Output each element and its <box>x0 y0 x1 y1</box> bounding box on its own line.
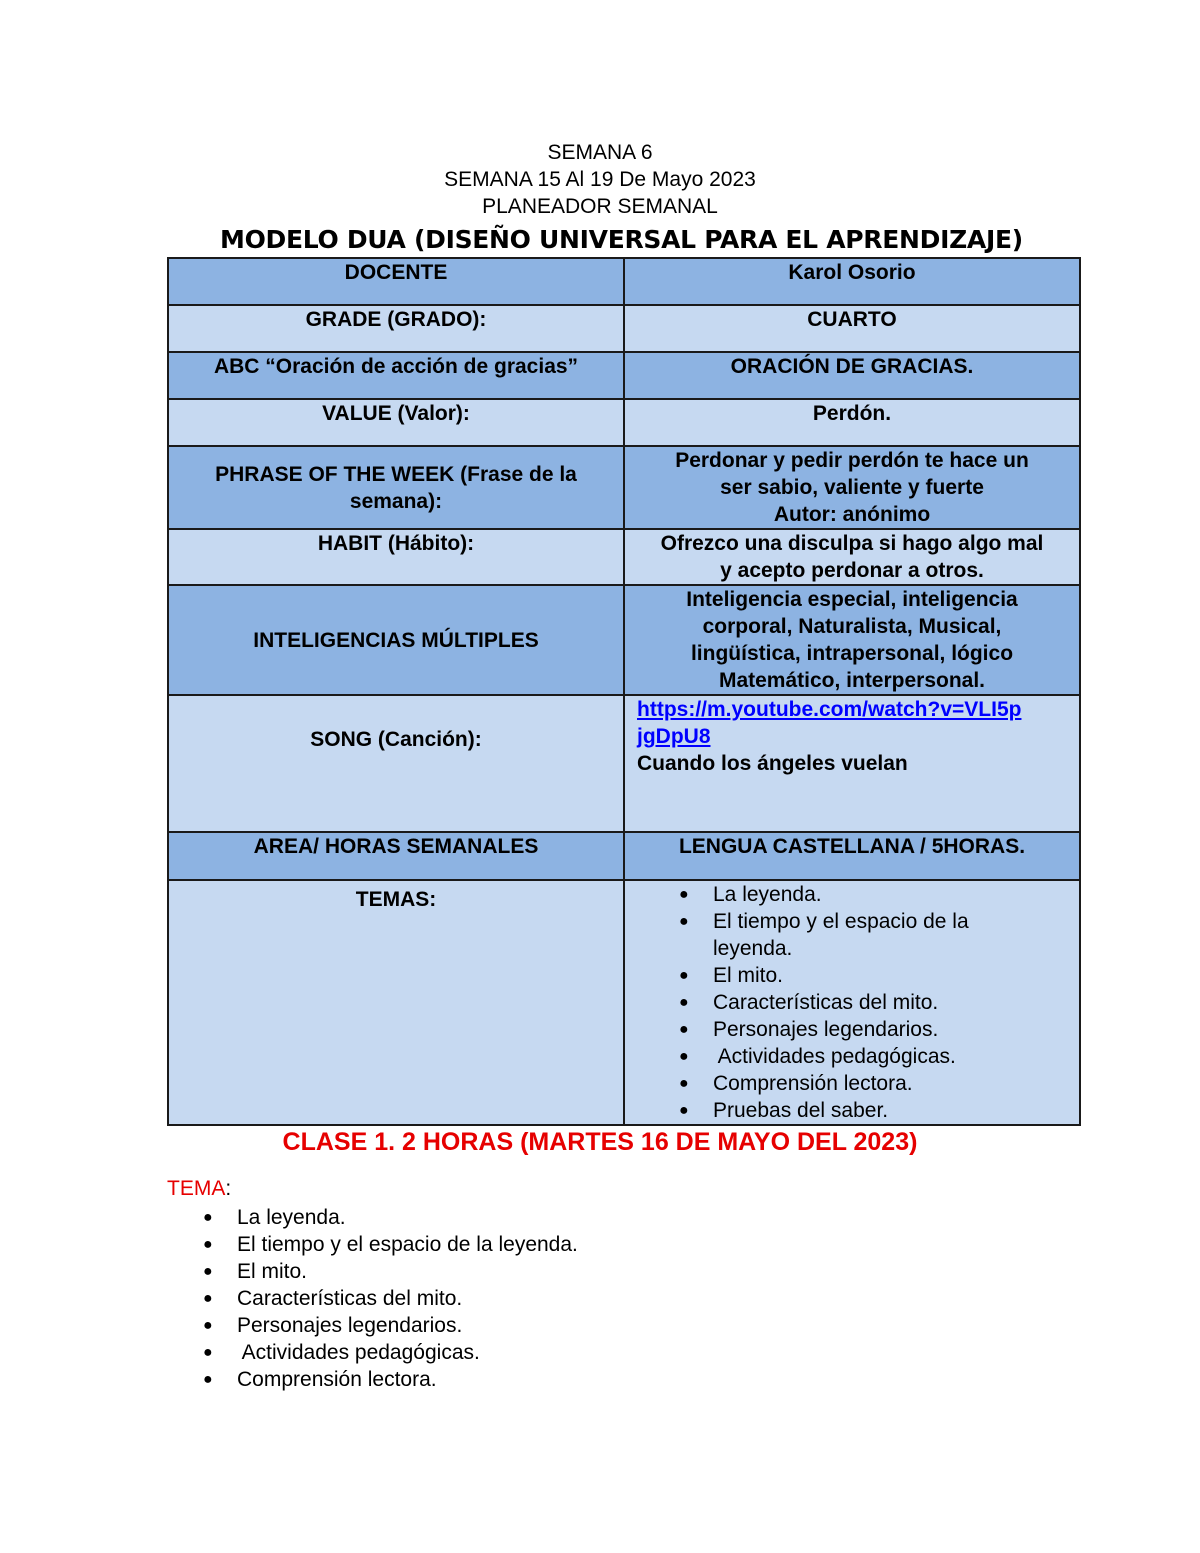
bullet-icon: ● <box>203 1371 213 1388</box>
temas-list <box>631 881 1073 1124</box>
list-item <box>631 962 1073 989</box>
row-inteligencias <box>168 585 1080 695</box>
docente-value: Karol Osorio <box>624 258 1080 305</box>
list-item <box>167 1231 578 1258</box>
bullet-icon: ● <box>203 1290 213 1307</box>
tema-list <box>167 1204 578 1393</box>
area-label: AREA/ HORAS SEMANALES <box>168 832 624 880</box>
phrase-text-line: ser sabio, valiente y fuerte <box>720 476 984 499</box>
row-phrase <box>168 446 1080 529</box>
list-item-text: El tiempo y el espacio de la leyenda. <box>237 1233 578 1256</box>
inteligencias-line: Matemático, interpersonal. <box>718 669 986 692</box>
list-item-text: Actividades pedagógicas. <box>713 1045 956 1068</box>
list-item <box>167 1312 578 1339</box>
bullet-icon: ● <box>203 1263 213 1280</box>
list-item-text: El tiempo y el espacio de la <box>713 910 969 933</box>
phrase-text-line: Perdonar y pedir perdón te hace un <box>675 449 1029 472</box>
inteligencias-line: Inteligencia especial, inteligencia <box>686 588 1018 611</box>
phrase-label-line: semana): <box>349 489 443 513</box>
inteligencias-label: INTELIGENCIAS MÚLTIPLES <box>168 585 624 695</box>
row-area <box>168 832 1080 880</box>
song-title: Cuando los ángeles vuelan <box>637 752 908 775</box>
row-song <box>168 695 1080 832</box>
inteligencias-line: lingüística, intrapersonal, lógico <box>690 642 1014 665</box>
bullet-icon: ● <box>679 1048 689 1065</box>
header-model-title: MODELO DUA (DISEÑO UNIVERSAL PARA EL APRENDIZAJE) <box>220 225 1023 254</box>
row-abc <box>168 352 1080 399</box>
bullet-icon: ● <box>203 1209 213 1226</box>
bullet-icon: ● <box>679 994 689 1011</box>
bullet-icon: ● <box>679 1075 689 1092</box>
list-item <box>631 1016 1073 1043</box>
value-value: Perdón. <box>624 399 1080 446</box>
list-item-continuation <box>631 935 1073 962</box>
list-item <box>167 1204 578 1231</box>
list-item-text: leyenda. <box>713 937 793 960</box>
docente-label: DOCENTE <box>168 258 624 305</box>
row-temas <box>168 880 1080 1125</box>
list-item <box>631 1043 1073 1070</box>
abc-label: ABC “Oración de acción de gracias” <box>168 352 624 399</box>
list-item <box>631 908 1073 935</box>
list-item-text: El mito. <box>713 964 784 987</box>
list-item-text: Personajes legendarios. <box>713 1018 939 1041</box>
temas-value <box>624 880 1080 1125</box>
list-item-text: Actividades pedagógicas. <box>237 1341 480 1364</box>
list-item <box>167 1258 578 1285</box>
list-item-text: La leyenda. <box>713 883 822 906</box>
abc-value: ORACIÓN DE GRACIAS. <box>624 352 1080 399</box>
list-item <box>167 1366 578 1393</box>
list-item <box>167 1285 578 1312</box>
planner-table <box>167 257 1081 1126</box>
value-label: VALUE (Valor): <box>168 399 624 446</box>
song-label: SONG (Canción): <box>168 695 624 832</box>
list-item-text: Características del mito. <box>713 991 939 1014</box>
list-item-text: La leyenda. <box>237 1206 346 1229</box>
phrase-value <box>624 446 1080 529</box>
list-item <box>631 881 1073 908</box>
tema-label: TEMA <box>167 1177 226 1200</box>
grade-label: GRADE (GRADO): <box>168 305 624 352</box>
bullet-icon: ● <box>679 913 689 930</box>
list-item <box>631 1070 1073 1097</box>
row-habit <box>168 529 1080 585</box>
habit-value <box>624 529 1080 585</box>
header-week-number: SEMANA 6 <box>547 141 653 164</box>
tema-colon: : <box>225 1177 232 1200</box>
list-item-text: Comprensión lectora. <box>713 1072 913 1095</box>
list-item <box>167 1339 578 1366</box>
phrase-label-line: PHRASE OF THE WEEK (Frase de la <box>215 462 577 486</box>
habit-label: HABIT (Hábito): <box>168 529 624 585</box>
grade-value: CUARTO <box>624 305 1080 352</box>
bullet-icon: ● <box>679 1021 689 1038</box>
class-heading: CLASE 1. 2 HORAS (MARTES 16 DE MAYO DEL 2023) <box>282 1128 918 1156</box>
inteligencias-value <box>624 585 1080 695</box>
row-docente <box>168 258 1080 305</box>
song-link-continued[interactable]: jgDpU8 <box>637 725 711 748</box>
header-date-range: SEMANA 15 Al 19 De Mayo 2023 <box>444 168 756 191</box>
row-grade <box>168 305 1080 352</box>
bullet-icon: ● <box>679 886 689 903</box>
list-item-text: Características del mito. <box>237 1287 463 1310</box>
inteligencias-line: corporal, Naturalista, Musical, <box>702 615 1002 638</box>
habit-text-line: Ofrezco una disculpa si hago algo mal <box>660 532 1044 555</box>
bullet-icon: ● <box>203 1317 213 1334</box>
habit-text-line: y acepto perdonar a otros. <box>720 559 984 582</box>
tema-heading <box>167 1175 231 1202</box>
temas-label: TEMAS: <box>168 880 624 1125</box>
header-planner-title: PLANEADOR SEMANAL <box>482 195 718 218</box>
bullet-icon: ● <box>203 1344 213 1361</box>
bullet-icon: ● <box>203 1236 213 1253</box>
song-link[interactable]: https://m.youtube.com/watch?v=VLI5p <box>637 698 1022 721</box>
list-item-text: Pruebas del saber. <box>713 1099 889 1122</box>
list-item <box>631 989 1073 1016</box>
row-value <box>168 399 1080 446</box>
list-item-text: Comprensión lectora. <box>237 1368 437 1391</box>
bullet-icon: ● <box>679 1102 689 1119</box>
list-item-text: Personajes legendarios. <box>237 1314 463 1337</box>
area-value: LENGUA CASTELLANA / 5HORAS. <box>624 832 1080 880</box>
phrase-label <box>168 446 624 529</box>
song-value <box>624 695 1080 832</box>
list-item <box>631 1097 1073 1124</box>
list-item-text: El mito. <box>237 1260 308 1283</box>
bullet-icon: ● <box>679 967 689 984</box>
phrase-author: Autor: anónimo <box>773 503 931 526</box>
